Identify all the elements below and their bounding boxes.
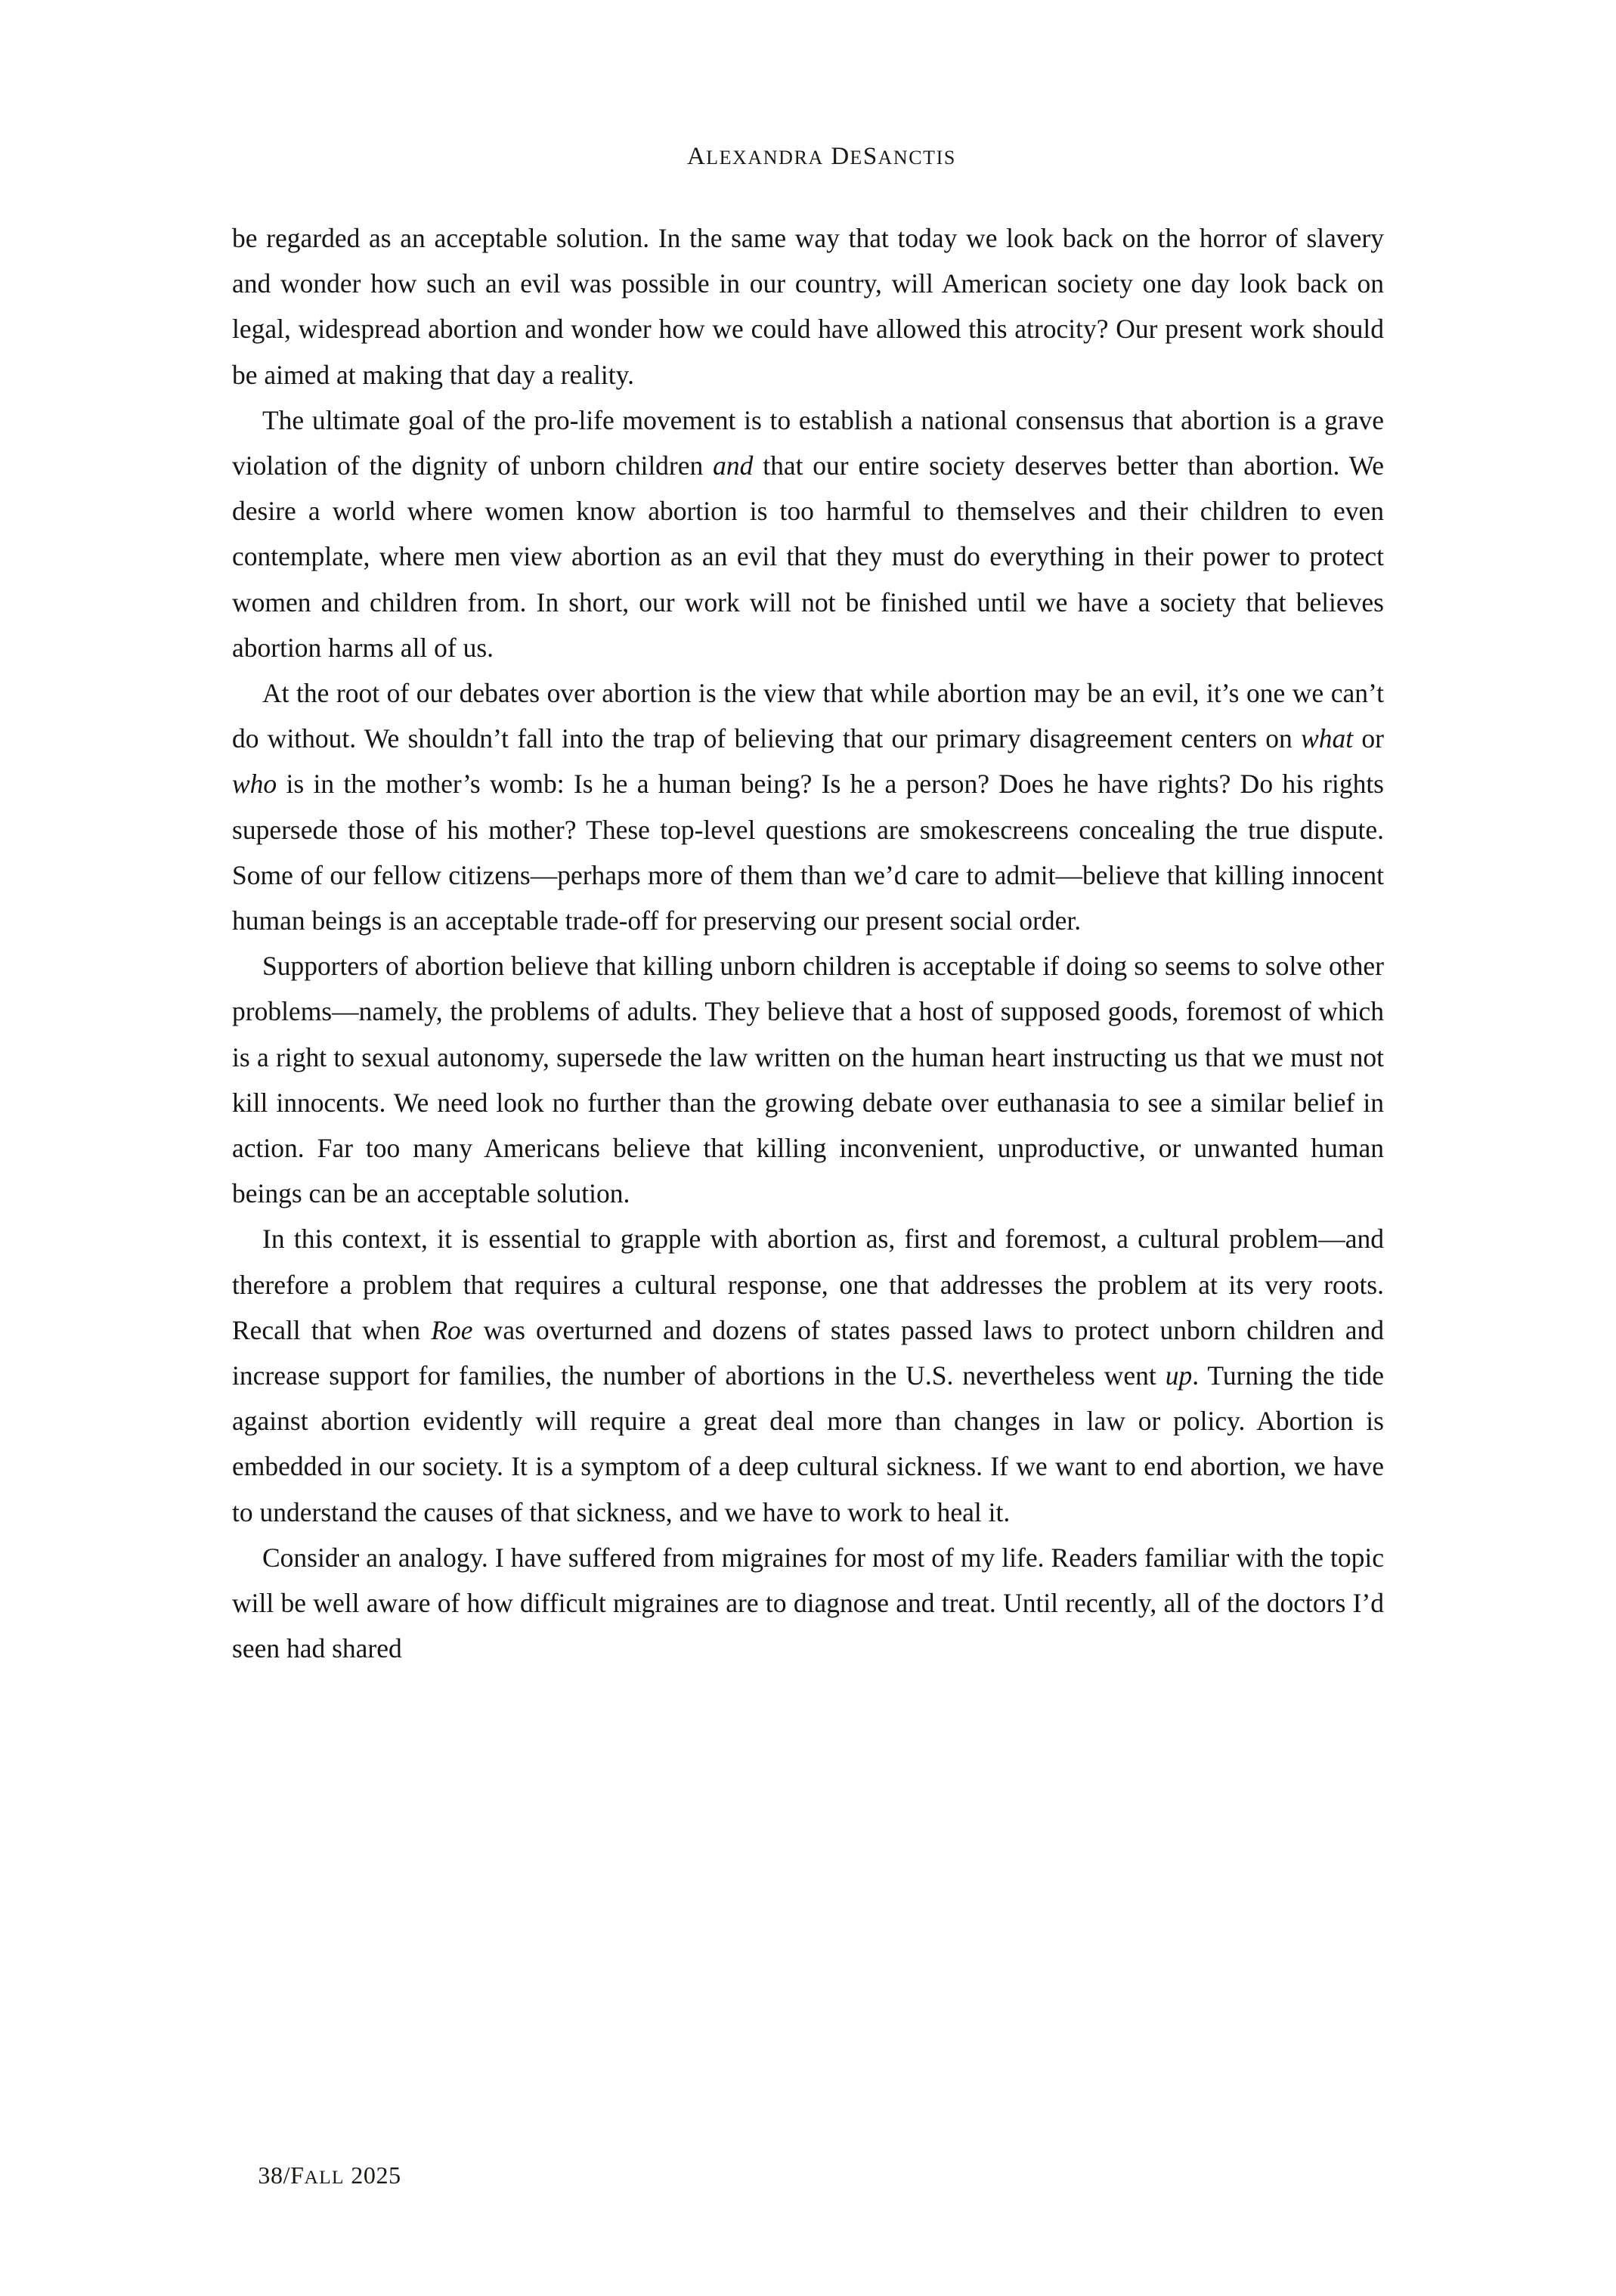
page-folio [232, 2134, 401, 2217]
paragraph: Consider an analogy. I have suffered from migraines for most of my life. Readers familiar with the topic will be well aware of how difficult migraines are to diagnose and treat. Until recently, all of the doctors I’d seen had shared [232, 1542, 1384, 1664]
paragraph: Supporters of abortion believe that killing unborn children is acceptable if doing so seems to solve other problems—namely, the problems of adults. They believe that a host of supposed goods, foremost of which is a right to sexual autonomy, supersede the law written on the human heart instructing us that we must not kill innocents. We need look no further than the growing debate over euthanasia to see a similar belief in action. Far too many Americans believe that killing inconvenient, unproductive, or unwanted human beings can be an acceptable solution. [232, 951, 1384, 1209]
paragraph: In this context, it is essential to grapple with abortion as, first and foremost, a cultural problem—and therefore a problem that requires a cultural response, one that addresses the problem at its very roots. Recall that when Roe was overturned and dozens of states passed laws to protect unborn children and increase support for families, the number of abortions in the U.S. nevertheless went up. Turning the tide against abortion evidently will require a great deal more than changes in law or policy. Abortion is embedded in our society. It is a symptom of a deep cultural sickness. If we want to end abortion, we have to understand the causes of that sickness, and we have to work to heal it. [232, 1224, 1384, 1527]
paragraph: The ultimate goal of the pro-life movement is to establish a national consensus that abortion is a grave violation of the dignity of unborn children and that our entire society deserves better than abortion. We desire a world where women know abortion is too harmful to themselves and their children to even contemplate, where men view abortion as an evil that they must do everything in their power to protect women and children from. In short, our work will not be finished until we have a society that believes abortion harms all of us. [232, 404, 1384, 663]
italic-emphasis: up [1165, 1360, 1193, 1391]
running-head-anctis: ANCTIS [878, 147, 956, 169]
folio-initial-f: F [290, 2161, 305, 2189]
paragraph: be regarded as an acceptable solution. In the same way that today we look back on the horror of slavery and wonder how such an evil was possible in our country, will American society one day look back on legal, widespread abortion and wonder how we could have allowed this atrocity? Our present work should be aimed at making that day a reality. [232, 223, 1384, 390]
running-head-space [824, 143, 831, 170]
running-head-initial-a: A [687, 143, 707, 170]
italic-emphasis: and [713, 450, 754, 481]
running-head [0, 115, 1616, 199]
running-head-initial-d: D [831, 143, 850, 170]
italic-emphasis: what [1301, 723, 1354, 754]
body-textblock [232, 215, 1384, 1672]
running-head-e: E [850, 147, 863, 169]
running-head-lexandra: LEXANDRA [706, 147, 824, 169]
folio-all: ALL [304, 2166, 345, 2188]
folio-year: 2025 [344, 2161, 401, 2189]
italic-emphasis: Roe [431, 1314, 473, 1345]
paragraph: At the root of our debates over abortion is the view that while abortion may be an evil, it’s one we can’t do without. We shouldn’t fall into the trap of believing that our primary disagreement centers on what or who is in the mother’s womb: Is he a human being? Is he a person? Does he have rights? Do his rights supersede those of his mother? These top-level questions are smokescreens concealing the true dispute. Some of our fellow citizens—perhaps more of them than we’d care to admit—believe that killing innocent human beings is an acceptable trade-off for preserving our present social order. [232, 678, 1384, 936]
folio-page-number: 38/ [258, 2161, 291, 2189]
running-head-initial-s: S [862, 143, 878, 170]
italic-emphasis: who [232, 769, 277, 800]
